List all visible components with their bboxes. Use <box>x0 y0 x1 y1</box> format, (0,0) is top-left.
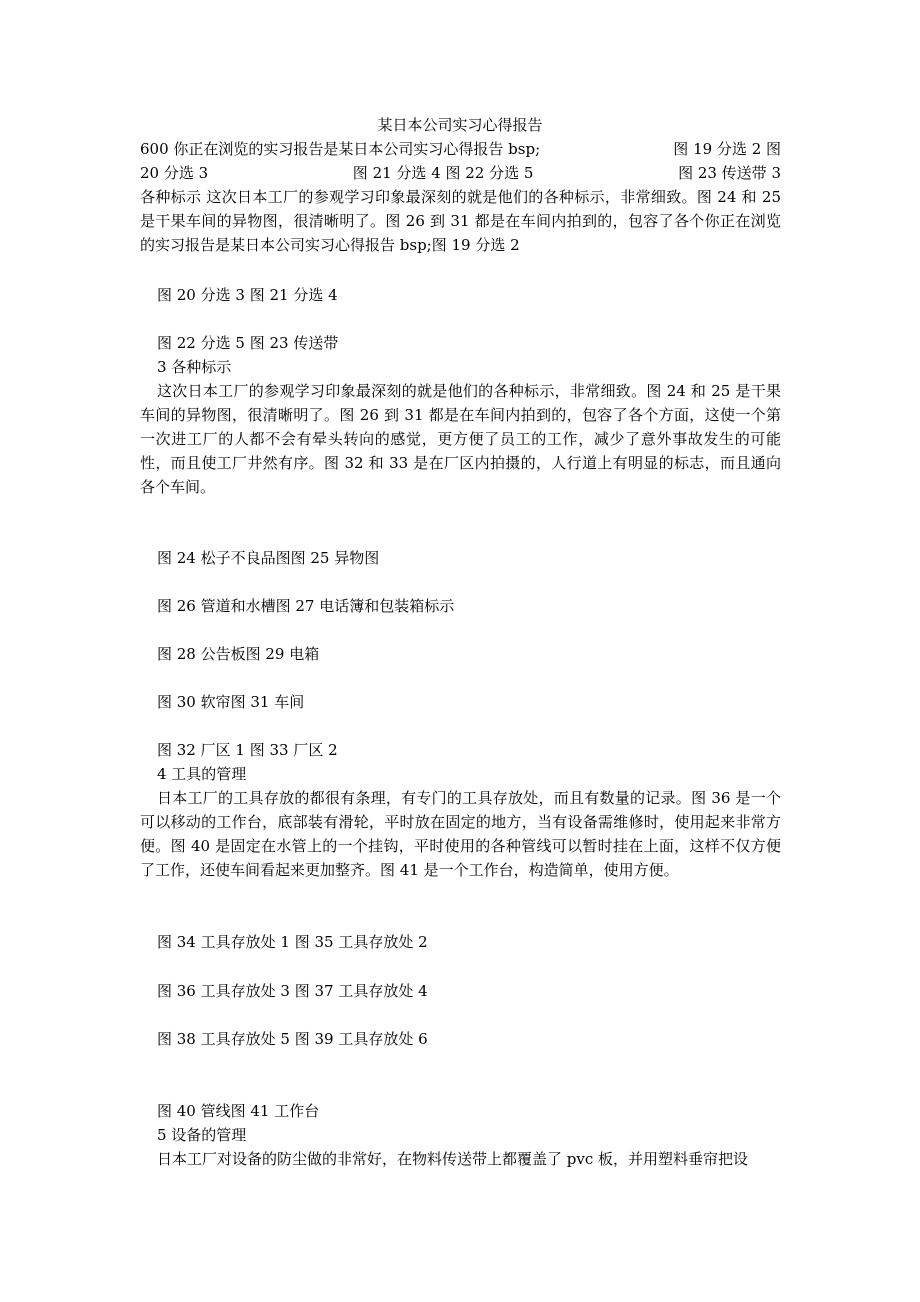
figure-caption: 图 24 松子不良品图图 25 异物图 <box>157 549 380 567</box>
figure-caption: 图 32 厂区 1 图 33 厂区 2 <box>157 741 338 759</box>
figure-caption: 图 28 公告板图 29 电箱 <box>157 645 320 663</box>
intro-line-2-a: 20 分选 3 <box>140 164 209 182</box>
section-3-paragraph: 这次日本工厂的参观学习印象最深刻的就是他们的各种标示，非常细致。图 24 和 25 是干果车间的异物图，很清晰明了。图 26 到 31 都是在车间内拍到的，包容了各个方面，这使一个第一次进工厂的人都不会有晕头转向的感觉，更方便了员工的工作，减少了意外事故发生的可能性，而且使工厂井然有序。图 32 和 33 是在厂区内拍摄的，人行道上有明显的标志，而且通向各个车间。 <box>140 382 781 496</box>
figure-caption: 图 20 分选 3 图 21 分选 4 <box>157 286 338 304</box>
figure-caption: 图 40 管线图 41 工作台 <box>157 1102 320 1120</box>
section-heading-5: 5 设备的管理 <box>157 1126 247 1144</box>
document-title: 某日本公司实习心得报告 <box>377 116 543 134</box>
intro-paragraph: 各种标示 这次日本工厂的参观学习印象最深刻的就是他们的各种标示，非常细致。图 24 和 25 是干果车间的异物图，很清晰明了。图 26 到 31 都是在车间内拍到的，包容了各个你正在浏览的实习报告是某日本公司实习心得报告 bsp;图 19 分选 2 <box>140 188 781 254</box>
intro-line-1-left: 600 你正在浏览的实习报告是某日本公司实习心得报告 bsp; <box>140 140 541 158</box>
figure-caption: 图 30 软帘图 31 车间 <box>157 693 305 711</box>
intro-line-2-c: 图 23 传送带 3 <box>678 164 781 182</box>
figure-caption: 图 36 工具存放处 3 图 37 工具存放处 4 <box>157 982 428 1000</box>
figure-caption: 图 22 分选 5 图 23 传送带 <box>157 334 339 352</box>
intro-line-2-b: 图 21 分选 4 图 22 分选 5 <box>352 164 534 182</box>
figure-caption: 图 38 工具存放处 5 图 39 工具存放处 6 <box>157 1030 428 1048</box>
section-heading-3: 3 各种标示 <box>157 358 232 376</box>
figure-caption: 图 26 管道和水槽图 27 电话簿和包装箱标示 <box>157 597 455 615</box>
intro-line-1 <box>140 137 781 161</box>
intro-line-1-right: 图 19 分选 2 图 <box>673 140 781 158</box>
figure-caption: 图 34 工具存放处 1 图 35 工具存放处 2 <box>157 933 428 951</box>
section-5-paragraph: 日本工厂对设备的防尘做的非常好，在物料传送带上都覆盖了 pvc 板，并用塑料垂帘把设 <box>157 1150 749 1168</box>
intro-line-2 <box>140 161 781 185</box>
section-4-paragraph: 日本工厂的工具存放的都很有条理，有专门的工具存放处，而且有数量的记录。图 36 是一个可以移动的工作台，底部装有滑轮，平时放在固定的地方，当有设备需维修时，使用起来非常方便。图 40 是固定在水管上的一个挂钩，平时使用的各种管线可以暂时挂在上面，这样不仅方便了工作，还使车间看起来更加整齐。图 41 是一个工作台，构造简单，使用方便。 <box>140 789 781 879</box>
section-heading-4: 4 工具的管理 <box>157 765 247 783</box>
